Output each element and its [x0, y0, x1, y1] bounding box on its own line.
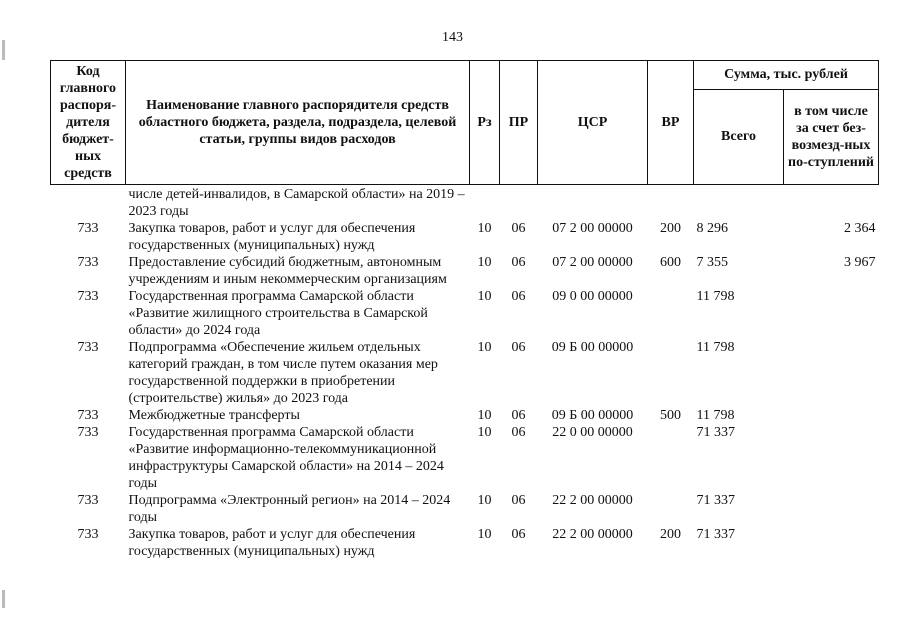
table-body [51, 185, 879, 561]
table-row [51, 339, 879, 407]
cell-code: 733 [77, 493, 99, 508]
continued-empty-cell [500, 185, 538, 221]
cell-csr: 22 2 00 00000 [552, 527, 633, 542]
continued-empty-cell [648, 185, 694, 221]
cell-total: 11 798 [696, 289, 735, 304]
cell-csr: 09 Б 00 00000 [551, 340, 634, 355]
cell-vr [648, 492, 694, 526]
table-row [51, 424, 879, 492]
continued-empty-cell [784, 185, 879, 221]
cell-vr [648, 288, 694, 339]
header-pr: ПР [500, 61, 538, 185]
budget-table [50, 60, 879, 560]
cell-rz: 10 [477, 255, 492, 270]
cell-name: Подпрограмма «Электронный регион» на 2014 – 2024 годы [128, 493, 451, 525]
cell-code: 733 [77, 408, 99, 423]
cell-incl [784, 339, 879, 407]
continued-text: числе детей-инвалидов, в Самарской области» на 2019 – 2023 годы [128, 187, 465, 219]
cell-csr: 22 2 00 00000 [552, 493, 633, 508]
cell-name: Межбюджетные трансферты [128, 408, 300, 423]
continued-empty-cell [470, 185, 500, 221]
header-sum: Сумма, тыс. рублей [694, 61, 879, 90]
cell-code: 733 [77, 527, 99, 542]
cell-pr: 06 [511, 493, 526, 508]
continued-code-cell [51, 185, 126, 221]
continued-empty-cell [694, 185, 784, 221]
page-number: 143 [442, 30, 463, 45]
cell-name: Предоставление субсидий бюджетным, автономным учреждениям и иным некоммерческим организациям [128, 255, 447, 287]
cell-vr: 200 [660, 221, 681, 236]
cell-csr: 07 2 00 00000 [552, 255, 633, 270]
cell-pr: 06 [511, 408, 526, 423]
cell-pr: 06 [511, 289, 526, 304]
table-row [51, 526, 879, 560]
cell-csr: 07 2 00 00000 [552, 221, 633, 236]
cell-incl [784, 288, 879, 339]
table-row [51, 492, 879, 526]
cell-name: Государственная программа Самарской области «Развитие жилищного строительства в Самарской области» до 2024 года [128, 289, 428, 338]
cell-code: 733 [77, 425, 99, 440]
cell-csr: 22 0 00 00000 [552, 425, 633, 440]
scan-edge-mark [2, 40, 5, 60]
cell-total: 71 337 [696, 493, 735, 508]
cell-vr [648, 424, 694, 492]
header-code: Код главного распоря-дителя бюджет-ных средств [51, 61, 126, 185]
header-incl: в том числе за счет без-возмезд-ных по-ступлений [784, 89, 879, 184]
cell-rz: 10 [477, 340, 492, 355]
table-row [51, 288, 879, 339]
cell-incl [784, 526, 879, 560]
cell-incl: 3 967 [844, 255, 876, 270]
cell-vr: 200 [660, 527, 681, 542]
cell-incl [784, 407, 879, 424]
table-row-continued [51, 185, 879, 221]
header-csr: ЦСР [538, 61, 648, 185]
table-row [51, 220, 879, 254]
cell-total: 71 337 [696, 527, 735, 542]
cell-code: 733 [77, 221, 99, 236]
cell-total: 11 798 [696, 408, 735, 423]
cell-pr: 06 [511, 425, 526, 440]
cell-name: Подпрограмма «Обеспечение жильем отдельных категорий граждан, в том числе путем оказания мер государственной поддержки в приобретении (строительстве) жилья» до 2023 года [128, 340, 438, 406]
table-row [51, 254, 879, 288]
cell-code: 733 [77, 255, 99, 270]
cell-rz: 10 [477, 527, 492, 542]
cell-csr: 09 0 00 00000 [552, 289, 633, 304]
cell-total: 7 355 [696, 255, 728, 270]
cell-rz: 10 [477, 289, 492, 304]
cell-code: 733 [77, 340, 99, 355]
cell-vr: 600 [660, 255, 681, 270]
continued-empty-cell [538, 185, 648, 221]
cell-total: 71 337 [696, 425, 735, 440]
cell-incl [784, 492, 879, 526]
cell-total: 11 798 [696, 340, 735, 355]
cell-rz: 10 [477, 221, 492, 236]
header-vr: ВР [648, 61, 694, 185]
cell-incl [784, 424, 879, 492]
cell-name: Государственная программа Самарской области «Развитие информационно-телекоммуникационной инфраструктуры Самарской области» на 2014 – 2024 годы [128, 425, 444, 491]
cell-pr: 06 [511, 340, 526, 355]
cell-name: Закупка товаров, работ и услуг для обеспечения государственных (муниципальных) нужд [128, 527, 416, 559]
cell-name: Закупка товаров, работ и услуг для обеспечения государственных (муниципальных) нужд [128, 221, 416, 253]
table-row [51, 407, 879, 424]
cell-vr: 500 [660, 408, 681, 423]
table-header [51, 61, 879, 185]
cell-total: 8 296 [696, 221, 728, 236]
cell-csr: 09 Б 00 00000 [551, 408, 634, 423]
cell-pr: 06 [511, 527, 526, 542]
cell-rz: 10 [477, 408, 492, 423]
cell-rz: 10 [477, 425, 492, 440]
cell-vr [648, 339, 694, 407]
cell-rz: 10 [477, 493, 492, 508]
cell-pr: 06 [511, 221, 526, 236]
cell-code: 733 [77, 289, 99, 304]
scan-edge-mark [2, 590, 5, 608]
header-name: Наименование главного распорядителя средств областного бюджета, раздела, подраздела, целевой статьи, группы видов расходов [126, 61, 470, 185]
header-total: Всего [694, 89, 784, 184]
header-rz: Рз [470, 61, 500, 185]
cell-incl: 2 364 [844, 221, 876, 236]
cell-pr: 06 [511, 255, 526, 270]
